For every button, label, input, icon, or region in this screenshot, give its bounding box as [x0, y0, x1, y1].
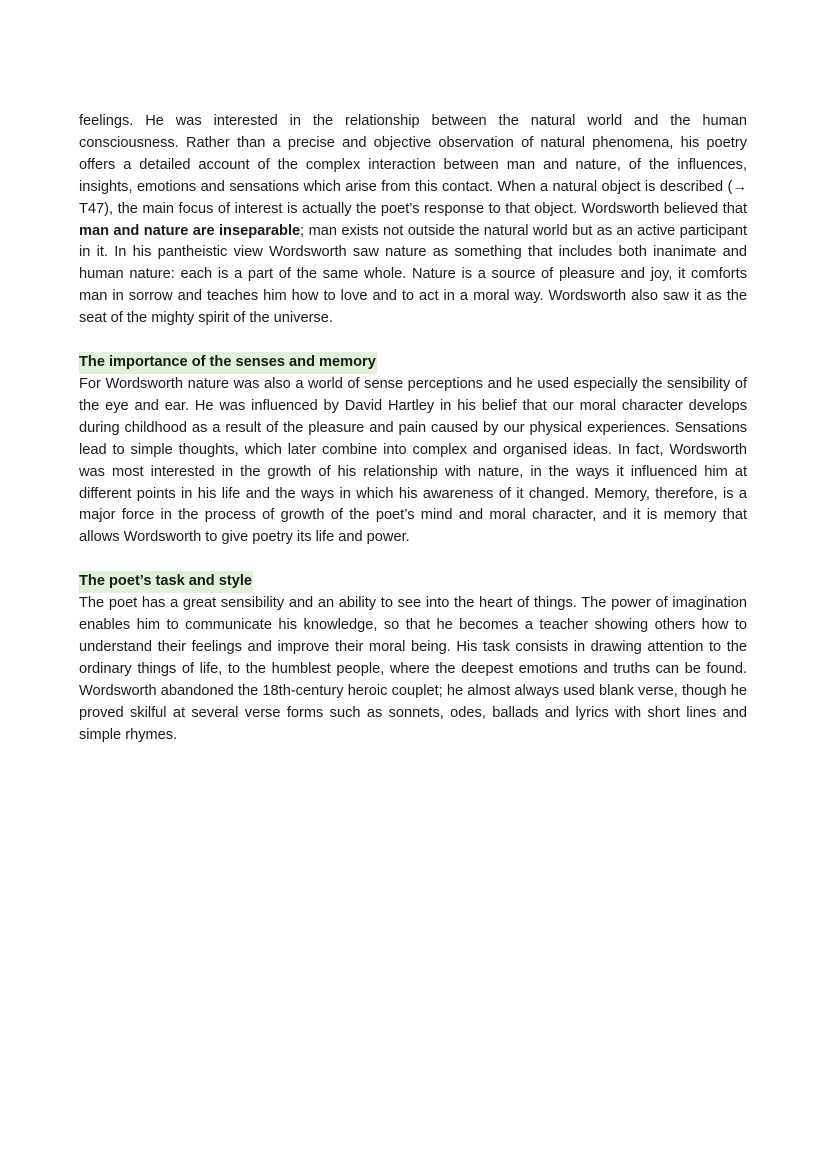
section-heading-senses-memory: The importance of the senses and memory [79, 352, 377, 374]
section-poet-task-style [79, 571, 747, 746]
section-heading-poet-task-style: The poet’s task and style [79, 571, 253, 593]
document-page [79, 111, 747, 746]
section-body-poet-task-style: The poet has a great sensibility and an ability to see into the heart of things. The power of imagination enables him to communicate his knowledge, so that he becomes a teacher showing others how to understand their feelings and improve their moral being. His task consists in drawing attention to the ordinary things of life, to the humblest people, where the deepest emotions and truths can be found. Wordsworth abandoned the 18th-century heroic couplet; he almost always used blank verse, though he proved skilful at several verse forms such as sonnets, odes, ballads and lyrics with short lines and simple rhymes. [79, 595, 747, 743]
section-body-senses-memory: For Wordsworth nature was also a world of sense perceptions and he used especially the sensibility of the eye and ear. He was influenced by David Hartley in his belief that our moral character develops during childhood as a result of the pleasure and pain caused by our physical experiences. Sensations lead to simple thoughts, which later combine into complex and organised ideas. In fact, Wordsworth was most interested in the growth of his relationship with nature, in the ways it influenced him at different points in his life and the ways in which his awareness of it changed. Memory, therefore, is a major force in the process of growth of the poet’s mind and moral character, and it is memory that allows Wordsworth to give poetry its life and power. [79, 375, 747, 546]
intro-text-before-bold: feelings. He was interested in the relationship between the natural world and the human consciousness. Rather than a precise and objective observation of natural phenomena, his poetry offers a detailed account of the complex interaction between man and nature, of the influences, insights, emotions and sensations which arise from this contact. When a natural object is described (→ T47), the main focus of interest is actually the poet’s response to that object. Wordsworth believed that [79, 113, 747, 217]
intro-bold-phrase: man and nature are inseparable [79, 222, 301, 239]
intro-text-after-bold: ; man exists not outside the natural world but as an active participant in it. In his pantheistic view Wordsworth saw nature as something that includes both inanimate and human nature: each is a part of the same whole. Nature is a source of pleasure and joy, it comforts man in sorrow and teaches him how to love and to act in a moral way. Wordsworth also saw it as the seat of the mighty spirit of the universe. [79, 222, 747, 327]
section-senses-memory [79, 352, 747, 549]
intro-paragraph [79, 111, 747, 330]
